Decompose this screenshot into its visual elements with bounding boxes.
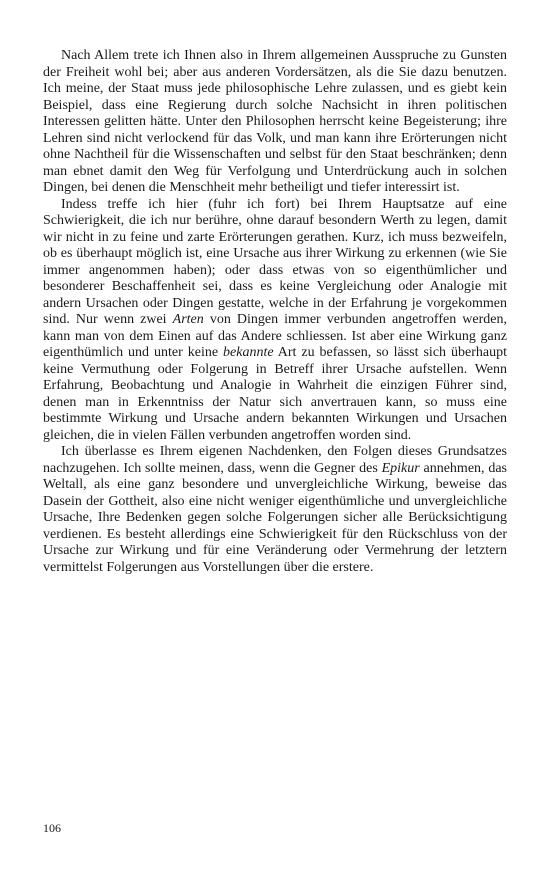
paragraph-3-italic-epikur: Epikur (381, 460, 420, 476)
paragraph-2-italic-bekannte: bekannte (223, 345, 274, 360)
paragraph-3 (43, 444, 507, 576)
paragraph-1 (43, 48, 507, 197)
paragraph-1-text: Nach Allem trete ich Ihnen also in Ihrem allgemeinen Ausspruche zu Gunsten der Freiheit wohl bei; aber aus anderen Vordersätzen, als die Sie dazu benutzen. Ich meine, der Staat muss jede philosophische Lehre zulassen, und es giebt kein Beispiel, dass eine Regierung durch solche Nachsicht in ihren politischen Interessen gelitten hätte. Unter den Philosophen herrscht keine Begeisterung; ihre Lehren sind nicht verlockend für das Volk, und man kann ihre Erörterungen nicht ohne Nachtheil für die Wissenschaften und selbst für den Staat beschränken; denn man ebnet damit den Weg für Verfolgung und Unterdrückung auch in solchen Dingen, bei denen die Menschheit mehr betheiligt und tiefer interessirt ist. (43, 48, 507, 195)
paragraph-2-text-a: Indess treffe ich hier (fuhr ich fort) bei Ihrem Hauptsatze auf eine Schwierigkeit, die ich nur berühre, ohne darauf besondern Werth zu legen, damit wir nicht in zu feine und zarte Erörterungen gerathen. Kurz, ich muss bezweifeln, ob es überhaupt möglich ist, eine Ursache aus ihrer Wirkung zu erkennen (wie Sie immer angenommen haben); oder dass etwas von so eigenthümlicher und besonderer Beschaffenheit sei, dass es keine Vergleichung oder Analogie mit andern Ursachen oder Dingen gestatte, welche in der Erfahrung je vorgekommen sind. Nur wenn zwei (43, 196, 507, 327)
body-text (43, 48, 507, 576)
paragraph-3-text-a: Ich überlasse es Ihrem eigenen Nachdenken, den Folgen dieses Grundsatzes nachzugehen. Ich sollte meinen, dass, wenn die Gegner des (43, 444, 507, 476)
paragraph-3-text-b: annehmen, das Weltall, als eine ganz besondere und unvergleichliche Wirkung, beweise das Dasein der Gottheit, also eine nicht weniger eigenthümliche und unvergleichliche Ursache, Ihre Bedenken gegen solche Folgerungen sicher alle Berücksichtigung verdienen. Es besteht allerdings eine Schwierigkeit für den Rückschluss von der Ursache zur Wirkung und für eine Veränderung oder Vermehrung der letztern vermittelst Folgerungen aus Vorstellungen über die erstere. (43, 460, 507, 575)
paragraph-2-text-b: von Dingen immer verbunden angetroffen werden, kann man von dem Einen auf das Andere schliessen. Ist aber eine Wirkung ganz eigenthümlich und unter keine (43, 312, 507, 360)
paragraph-2 (43, 197, 507, 445)
page-number: 106 (43, 821, 61, 835)
paragraph-2-text-c: Art zu befassen, so lässt sich überhaupt keine Vermuthung oder Folgerung in Betreff ihrer Ursache aufstellen. Wenn Erfahrung, Beobachtung und Analogie in Wahrheit die einzigen Führer sind, denen man in Erkenntniss der Natur sich anvertrauen kann, so muss eine bestimmte Wirkung und Ursache andern bekannten Wirkungen und Ursachen gleichen, die in vielen Fällen verbunden angetroffen worden sind. (43, 345, 507, 443)
paragraph-2-italic-arten: Arten (172, 312, 204, 327)
